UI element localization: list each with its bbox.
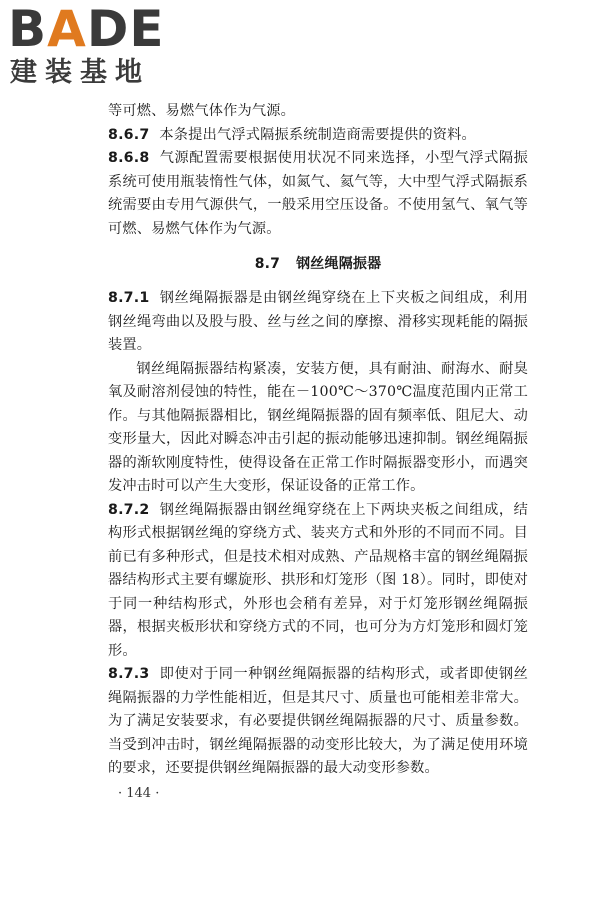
clause-8-6-7 <box>108 124 528 148</box>
clause-number: 8.6.8 <box>108 150 150 166</box>
section-title: 钢丝绳隔振器 <box>296 256 382 272</box>
clause-text: 本条提出气浮式隔振系统制造商需要提供的资料。 <box>159 126 476 143</box>
logo-subtitle: 建装基地 <box>10 57 150 88</box>
clause-number: 8.7.3 <box>108 666 150 682</box>
section-heading-8-7 <box>108 251 528 277</box>
clause-number: 8.7.2 <box>108 501 150 518</box>
clause-number: 8.6.7 <box>108 126 150 143</box>
clause-text: 钢丝绳隔振器是由钢丝绳穿绕在上下夹板之间组成，利用钢丝绳弯曲以及股与股、丝与丝之间的摩擦、滑移实现耗能的隔振装置。 <box>108 290 528 353</box>
clause-text: 即使对于同一种钢丝绳隔振器的结构形式，或者即使钢丝绳隔振器的力学性能相近，但是其尺寸、质量也可能相差非常大。为了满足安装要求，有必要提供钢丝绳隔振器的尺寸、质量参数。当受到冲击时，钢丝绳隔振器的动变形比较大，为了满足使用环境的要求，还要提供钢丝绳隔振器的最大动变形参数。 <box>108 666 528 776</box>
logo-accent-letter: A <box>47 0 87 58</box>
clause-text: 气源配置需要根据使用状况不同来选择，小型气浮式隔振系统可使用瓶装惰性气体，如氮气、氦气等，大中型气浮式隔振系统需要由专用气源供气，一般采用空压设备。不使用氢气、氧气等可燃、易燃气体作为气源。 <box>108 150 528 237</box>
clause-8-7-1-paragraph-2: 钢丝绳隔振器结构紧凑，安装方便，具有耐油、耐海水、耐臭氧及耐溶剂侵蚀的特性，能在－100℃～370℃温度范围内正常工作。与其他隔振器相比，钢丝绳隔振器的固有频率低、阻尼大、动变形量大，因此对瞬态冲击引起的振动能够迅速抑制。钢丝绳隔振器的渐软刚度特性，使得设备在正常工作时隔振器变形小，而遇突发冲击时可以产生大变形，保证设备的正常工作。 <box>108 360 528 494</box>
clause-8-7-1 <box>108 287 528 358</box>
clause-8-7-3 <box>108 663 528 781</box>
clause-8-6-8 <box>108 147 528 241</box>
document-body <box>108 100 528 781</box>
section-number: 8.7 <box>254 256 281 272</box>
clause-8-7-2 <box>108 499 528 664</box>
logo <box>8 0 178 90</box>
page-number: · 144 · <box>118 786 160 801</box>
clause-number: 8.7.1 <box>108 290 150 306</box>
paragraph-continuation: 等可燃、易燃气体作为气源。 <box>108 103 296 119</box>
clause-text: 钢丝绳隔振器由钢丝绳穿绕在上下两块夹板之间组成，结构形式根据钢丝绳的穿绕方式、装夹方式和外形的不同而不同。目前已有多种形式，但是技术相对成熟、产品规格丰富的钢丝绳隔振器结构形式主要有螺旋形、拱形和灯笼形（图 18）。同时，即使对于同一种结构形式，外形也会稍有差异，对于灯笼形钢丝绳隔振器，根据夹板形状和穿绕方式的不同，也可分为方灯笼形和圆灯笼形。 <box>108 501 528 659</box>
logo-wordmark: BADE <box>8 0 165 58</box>
